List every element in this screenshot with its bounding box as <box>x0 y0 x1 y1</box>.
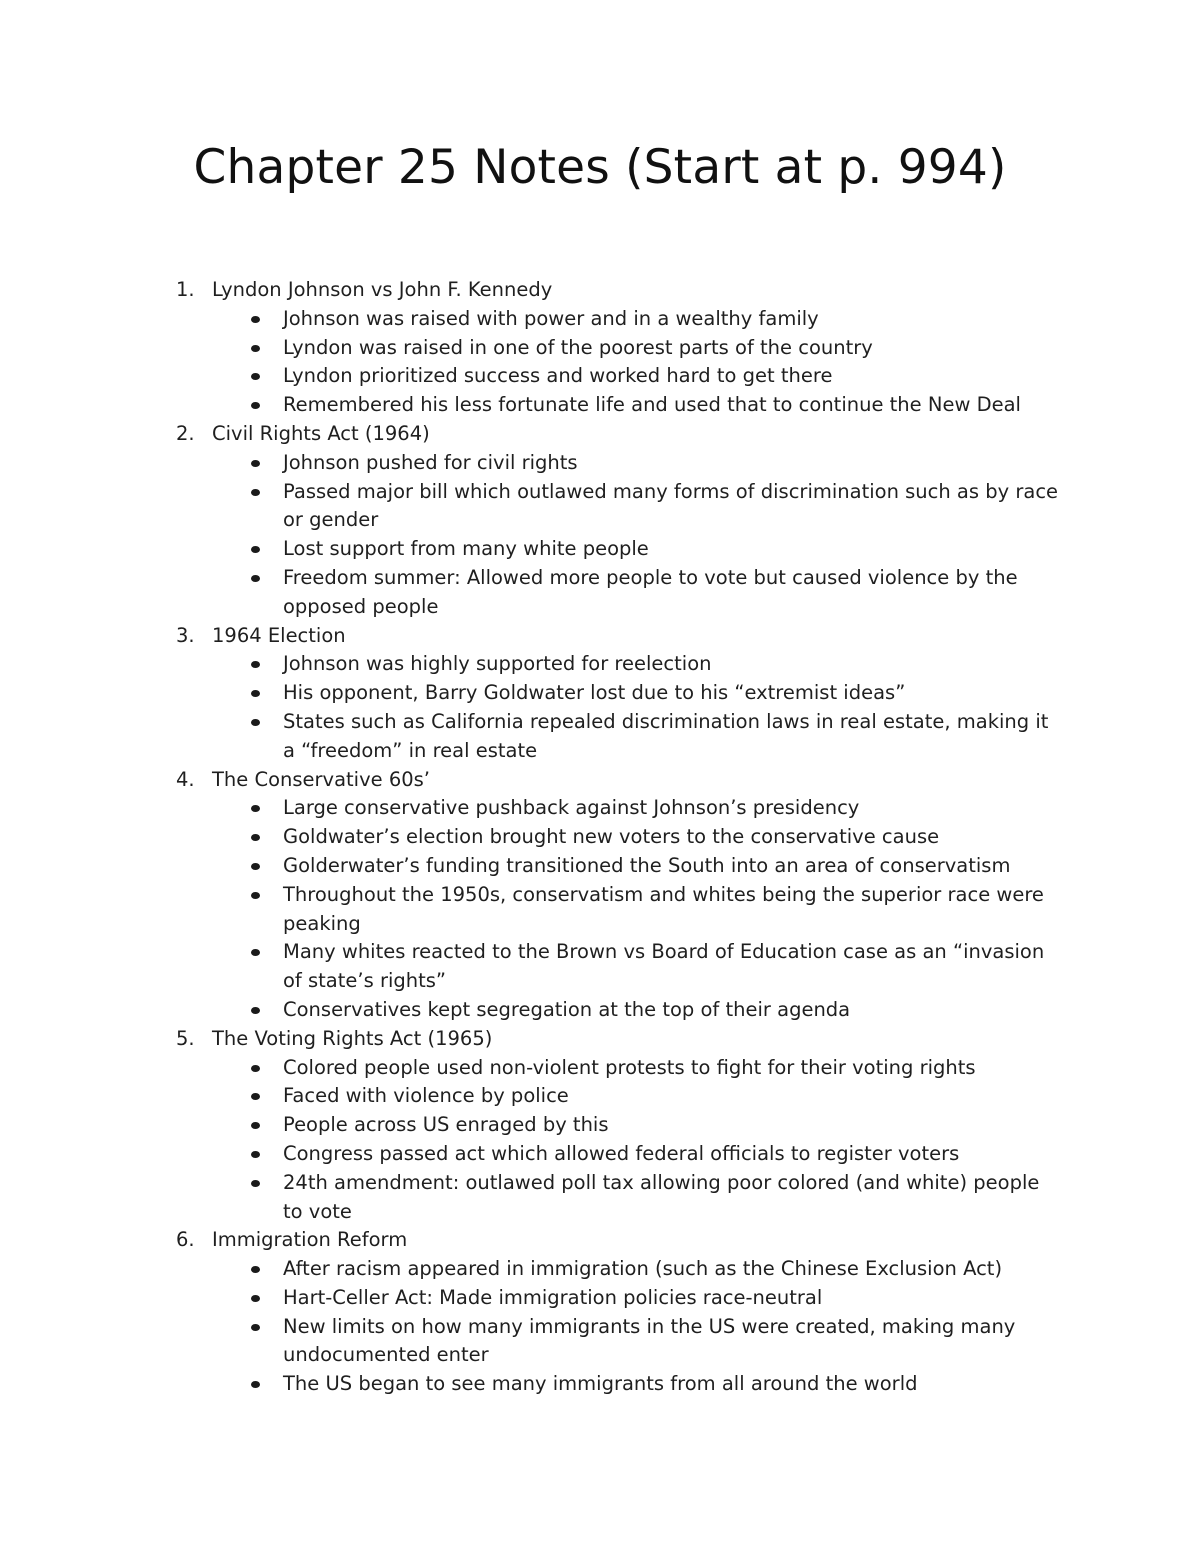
bullet-icon <box>251 345 260 352</box>
section-number: 5. <box>176 1026 195 1050</box>
bullet-text: Congress passed act which allowed federal officials to register voters <box>283 1141 960 1165</box>
list-item <box>0 852 1063 881</box>
section-number: 4. <box>176 767 195 791</box>
section-number: 1. <box>176 278 195 301</box>
bullet-text: Faced with violence by police <box>283 1084 569 1108</box>
bullet-text: Large conservative pushback against Johnson’s presidency <box>283 796 860 820</box>
bullet-text: Conservatives kept segregation at the top of their agenda <box>283 997 851 1021</box>
section-heading <box>0 1025 1200 1054</box>
section-number: 3. <box>176 623 195 647</box>
bullet-icon <box>251 805 260 812</box>
bullet-list <box>0 1054 1200 1227</box>
page-title: Chapter 25 Notes (Start at p. 994) <box>193 140 1007 195</box>
notes-list <box>0 276 1200 1399</box>
section-heading-text: 1964 Election <box>212 623 346 647</box>
list-item <box>0 1255 1063 1284</box>
bullet-icon <box>251 1266 260 1273</box>
bullet-text: Lyndon was raised in one of the poorest parts of the country <box>283 335 873 359</box>
bullet-text: Lost support from many white people <box>283 537 649 561</box>
bullet-text: Goldwater’s election brought new voters to the conservative cause <box>283 825 940 849</box>
bullet-icon <box>251 949 260 956</box>
bullet-text: Hart-Celler Act: Made immigration policies race-neutral <box>283 1285 823 1309</box>
list-item <box>0 564 1063 622</box>
bullet-icon <box>251 316 260 323</box>
list-item <box>0 823 1063 852</box>
list-item <box>0 881 1063 939</box>
bullet-icon <box>251 863 260 870</box>
bullet-text: Many whites reacted to the Brown vs Board of Education case as an “invasion of state’s rights” <box>283 940 1045 993</box>
list-item <box>0 362 1063 391</box>
list-item <box>0 1140 1063 1169</box>
list-item <box>0 708 1063 766</box>
list-item <box>0 305 1063 334</box>
bullet-icon <box>251 460 260 467</box>
bullet-text: Lyndon prioritized success and worked hard to get there <box>283 364 833 388</box>
bullet-icon <box>251 1180 260 1187</box>
list-item <box>0 1082 1063 1111</box>
bullet-text: The US began to see many immigrants from all around the world <box>283 1372 918 1396</box>
bullet-list <box>0 650 1200 765</box>
bullet-icon <box>251 1151 260 1158</box>
section-heading-text: Lyndon Johnson vs John F. Kennedy <box>212 278 553 301</box>
list-item <box>0 1284 1063 1313</box>
bullet-list <box>0 794 1200 1024</box>
bullet-icon <box>251 661 260 668</box>
bullet-list <box>0 1255 1200 1399</box>
list-item <box>0 1370 1063 1399</box>
section-4 <box>0 766 1200 1025</box>
section-1 <box>0 276 1200 420</box>
bullet-list <box>0 449 1200 622</box>
list-item <box>0 1054 1063 1083</box>
bullet-text: Johnson was raised with power and in a wealthy family <box>283 306 819 330</box>
bullet-icon <box>251 1324 260 1331</box>
bullet-text: 24th amendment: outlawed poll tax allowing poor colored (and white) people to vote <box>283 1170 1040 1223</box>
bullet-icon <box>251 719 260 726</box>
bullet-icon <box>251 1007 260 1014</box>
section-heading <box>0 420 1200 449</box>
section-heading-text: The Conservative 60s’ <box>212 767 431 791</box>
bullet-text: Passed major bill which outlawed many forms of discrimination such as by race or gender <box>283 479 1059 532</box>
bullet-icon <box>251 834 260 841</box>
section-heading <box>0 766 1200 795</box>
section-5 <box>0 1025 1200 1227</box>
section-2 <box>0 420 1200 622</box>
bullet-icon <box>251 1381 260 1388</box>
bullet-icon <box>251 402 260 409</box>
bullet-text: Johnson pushed for civil rights <box>283 450 578 474</box>
bullet-text: States such as California repealed discrimination laws in real estate, making it a “freedom” in real estate <box>283 709 1049 762</box>
list-item <box>0 449 1063 478</box>
bullet-icon <box>251 1093 260 1100</box>
list-item <box>0 1169 1063 1227</box>
list-item <box>0 478 1063 536</box>
bullet-text: Remembered his less fortunate life and used that to continue the New Deal <box>283 393 1021 417</box>
list-item <box>0 391 1063 420</box>
list-item <box>0 650 1063 679</box>
list-item <box>0 679 1063 708</box>
bullet-icon <box>251 489 260 496</box>
bullet-icon <box>251 546 260 553</box>
bullet-icon <box>251 690 260 697</box>
bullet-icon <box>251 1065 260 1072</box>
bullet-icon <box>251 1295 260 1302</box>
bullet-icon <box>251 575 260 582</box>
section-heading-text: The Voting Rights Act (1965) <box>212 1026 493 1050</box>
bullet-icon <box>251 1122 260 1129</box>
list-item <box>0 1313 1063 1371</box>
section-heading-text: Immigration Reform <box>212 1228 408 1252</box>
list-item <box>0 1111 1063 1140</box>
bullet-list <box>0 305 1200 420</box>
section-heading <box>0 622 1200 651</box>
bullet-text: Johnson was highly supported for reelection <box>283 652 712 676</box>
list-item <box>0 938 1063 996</box>
section-heading <box>0 276 1200 305</box>
bullet-text: His opponent, Barry Goldwater lost due to his “extremist ideas” <box>283 681 906 705</box>
section-number: 2. <box>176 421 195 445</box>
list-item <box>0 996 1063 1025</box>
bullet-icon <box>251 373 260 380</box>
section-heading-text: Civil Rights Act (1964) <box>212 421 430 445</box>
bullet-text: After racism appeared in immigration (such as the Chinese Exclusion Act) <box>283 1257 1003 1281</box>
section-number: 6. <box>176 1228 195 1252</box>
section-3 <box>0 622 1200 766</box>
bullet-text: Freedom summer: Allowed more people to vote but caused violence by the opposed people <box>283 565 1018 618</box>
list-item <box>0 794 1063 823</box>
list-item <box>0 535 1063 564</box>
bullet-text: Golderwater’s funding transitioned the South into an area of conservatism <box>283 853 1011 877</box>
section-heading <box>0 1226 1200 1255</box>
list-item <box>0 334 1063 363</box>
bullet-text: Colored people used non-violent protests to fight for their voting rights <box>283 1055 976 1079</box>
section-6 <box>0 1226 1200 1399</box>
bullet-text: Throughout the 1950s, conservatism and whites being the superior race were peaking <box>283 882 1044 935</box>
bullet-text: People across US enraged by this <box>283 1113 609 1137</box>
bullet-text: New limits on how many immigrants in the US were created, making many undocumented enter <box>283 1314 1016 1367</box>
bullet-icon <box>251 892 260 899</box>
